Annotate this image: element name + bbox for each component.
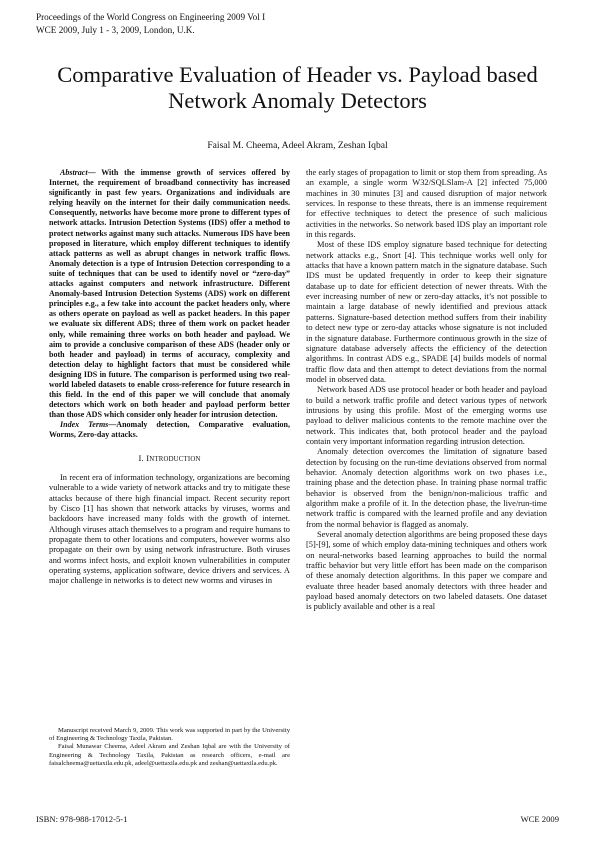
footnote-manuscript: Manuscript received March 9, 2009. This work was supported in part by the University of Engineering & Technology Taxila, Pakistan.	[49, 727, 290, 743]
body-paragraph: Several anomaly detection algorithms are being proposed these days [5]-[9], some of which employ data-mining techniques and others work on neural-networks based learning approaches to build the normal traffic behavior but very little effort has been made on the comparison of these anomaly detection algorithms. In this paper we compare and evaluate three header based anomaly detectors with three header and payload based anomaly detectors on two labeled datasets. One dataset is publicly available and other is a real	[306, 530, 547, 612]
section-heading-introduction	[49, 453, 290, 465]
left-column	[49, 168, 290, 587]
intro-paragraph: In recent era of information technology, organizations are becoming vulnerable to a wide variety of network attacks and try to mitigate these attacks because of there high financial impact. Recent security report by Cisco [1] has shown that network attacks by viruses, worms and backdoors have increased many folds with the growth of internet. Although viruses attach themselves to a program and require humans to propagate them to other locations and computers, however worms also propagate on their own by using network infrastructure. Both viruses and worms infect hosts, and exploit known vulnerabilities in computer operating systems, application software, device drivers and services. A major challenge in networks is to detect new worms and viruses in	[49, 472, 290, 586]
index-terms-lead: Index Terms	[60, 420, 109, 430]
footer-isbn: ISBN: 978-988-17012-5-1	[36, 814, 128, 824]
footnote-authors: Faisal Munawar Cheema, Adeel Akram and Zeshan Iqbal are with the University of Engineering & Technology Taxila, Pakistan as research officers, e-mail are faisalcheema@uettaxila.edu.pk, adeel@uettaxila.edu.pk and zeshan@uettaxila.edu.pk.	[49, 743, 290, 767]
header-conference: WCE 2009, July 1 - 3, 2009, London, U.K.	[36, 25, 195, 35]
body-paragraph: Most of these IDS employ signature based technique for detecting network attacks e.g., Snort [4]. This technique works well only for attacks that have a known pattern match in the signature database. Such IDS must be updated frequently in order to keep their signature database up to date for efficient detection of newer threats. With the ever increasing number of new or zero-day attacks, it’s not possible to maintain a large database of newly identified and previous attack patterns. Signature-based detection method suffers from their inability to detect new type or zero-day attacks whose signature is not included in the signature database. Furthermore continuous growth in the size of signature database adversely affects the efficiency of the detection algorithms. In contrast ADS e.g., SPADE [4] builds models of normal traffic flow data and then attempt to detect deviations from the normal model in observed data.	[306, 240, 547, 384]
section-smallcaps: NTRODUCTION	[149, 455, 201, 463]
section-initial: I	[146, 452, 150, 463]
paper-title: Comparative Evaluation of Header vs. Payload based Network Anomaly Detectors	[57, 62, 538, 113]
abstract-text: — With the immense growth of services offered by Internet, the requirement of broadband connectivity has increased significantly in past few years. Organizations and individuals are relying heavily on the internet for their daily communication needs. Consequently, networks have become more prone to different types of network attacks. Intrusion Detection Systems (IDS) offer a method to protect networks against many such attacks. Numerous IDS have been proposed in literature, which employ different techniques to identify attack patterns as well as abrupt changes in network traffic flows. Anomaly detection is a type of Intrusion Detection corresponding to a suite of techniques that can be used to identify novel or “zero-day” attacks against computers and network infrastructure. Different Anomaly-based Intrusion Detection Systems (ADS) work on different principles e.g., a few take into account the packet headers only, where as others operate on payload as well as packet headers. In this paper we evaluate six different ADS; three of them work on packet header only, while remaining three works on both header and payload. We aim to provide a conclusive comparison of these ADS (header only or both header and payload) in terms of accuracy, complexity and detection delay to highlight factors that must be considered while designing IDS in future. The comparison is performed using two real-world labeled datasets to enable cross-reference for future research in this field. In the end of this paper we will conclude that anomaly detectors which work on both header and payload perform better than those ADS which consider only header for intrusion detection.	[49, 168, 290, 420]
running-header	[36, 11, 265, 37]
index-terms	[49, 420, 290, 440]
body-paragraph: the early stages of propagation to limit or stop them from spreading. As an example, a single worm W32/SQLSlam-A [2] infected 75,000 machines in 30 minutes [3] and caused disruption of major network services. In response to these threats, there is an immense requirement for effective techniques to detect the presence of such malicious activities in the networks. So network based IDS play an important role in this regards.	[306, 168, 547, 240]
abstract	[49, 168, 290, 420]
paper-authors: Faisal M. Cheema, Adeel Akram, Zeshan Iqbal	[207, 140, 388, 151]
right-column	[306, 168, 547, 613]
section-numeral: I.	[138, 452, 147, 463]
index-terms-text: —Anomaly detection, Comparative evaluation, Worms, Zero-day attacks.	[49, 420, 291, 440]
footer-conference: WCE 2009	[520, 814, 559, 824]
footnotes	[49, 727, 290, 768]
header-proceedings: Proceedings of the World Congress on Engineering 2009 Vol I	[36, 12, 266, 22]
abstract-lead: Abstract	[60, 168, 88, 177]
body-paragraph: Network based ADS use protocol header or both header and payload to build a network traffic profile and detect various types of network intrusions by using this profile. Most of the emerging worms use payload to deliver malicious contents to the remote machine over the network. This indicates that, both protocol header and the payload contain very important information regarding intrusion detection.	[306, 385, 547, 446]
body-paragraph: Anomaly detection overcomes the limitation of signature based detection by focusing on the run-time deviations observed from normal behavior. Anomaly detection algorithms work on two phases i.e., training phase and the detection phase. In training phase normal traffic behavior is observed from the benign/non-malicious traffic and algorithm make a profile of it. In the detection phase, the live/run-time network traffic is compared with the learned profile and any deviation from the normal behavior is flagged as anomaly.	[306, 447, 547, 529]
